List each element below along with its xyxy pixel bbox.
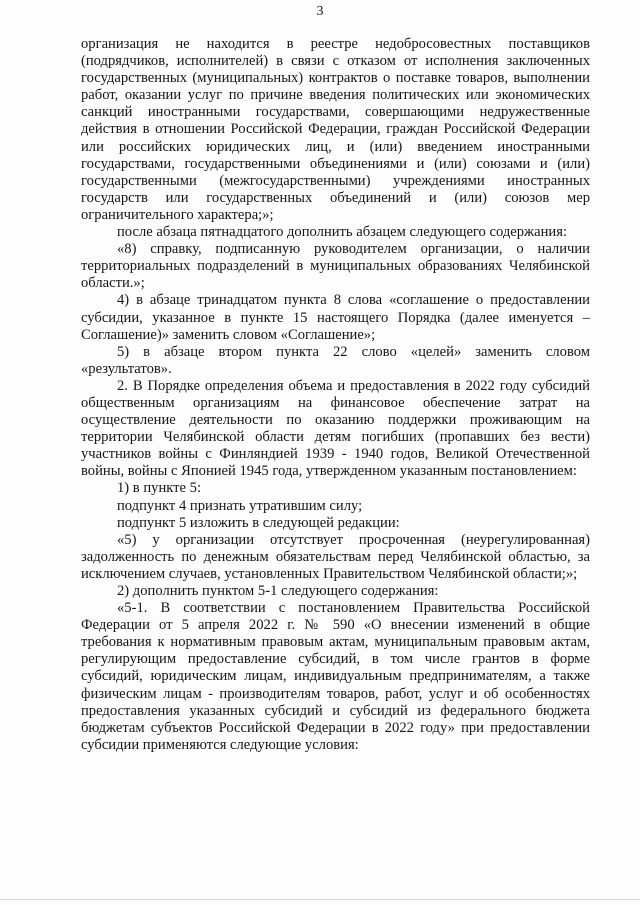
paragraph-insert-instruction: после абзаца пятнадцатого дополнить абзацем следующего содержания: (117, 224, 567, 241)
paragraph-amendment-5: 5) в абзаце втором пункта 22 слово «целей» заменить словом «результатов». (81, 343, 590, 377)
paragraph-new-subpoint-5: «5) у организации отсутствует просроченная (неурегулированная) задолженность по денежным обязательствам перед Челябинской областью, за исключением случаев, установленных Правительством Челябинской области;»; (81, 531, 590, 582)
paragraph-point-5-1: «5-1. В соответствии с постановлением Правительства Российской Федерации от 5 апреля 2022 г. № 590 «О внесении изменений в общие требования к нормативным правовым актам, муниципальным правовым актам, регулирующим предоставление субсидий, в том числе грантов в форме субсидий, юридическим лицам, индивидуальным предпринимателям, а также физическим лицам - производителям товаров, работ, услуг и об особенностях предоставления указанных субсидий и субсидий из федерального бюджета бюджетам субъектов Российской Федерации в 2022 году» при предоставлении субсидии применяются следующие условия: (81, 600, 590, 753)
page-bottom-edge (0, 899, 640, 900)
paragraph-add-point-5-1: 2) дополнить пунктом 5-1 следующего содержания: (117, 583, 439, 599)
page-number: 3 (316, 4, 324, 19)
paragraph-subpoint-5: подпункт 5 изложить в следующей редакции: (117, 514, 400, 531)
paragraph-item-8: «8) справку, подписанную руководителем организации, о наличии территориальных подразделений в муниципальных образованиях Челябинской области.»; (81, 241, 590, 292)
paragraph-amendment-4: 4) в абзаце тринадцатом пункта 8 слова «соглашение о предоставлении субсидии, указанное в пункте 15 настоящего Порядка (далее именуется – Соглашение)» заменить словом «Соглашение»; (81, 292, 590, 343)
paragraph-subpoint-4: подпункт 4 признать утратившим силу; (117, 497, 363, 514)
document-body (81, 36, 590, 754)
paragraph-point-5: 1) в пункте 5: (117, 480, 202, 497)
paragraph-section-2: 2. В Порядке определения объема и предоставления в 2022 году субсидий общественным организациям на финансовое обеспечение затрат на осуществление деятельности по оказанию поддержки проживающим на территории Челябинской области детям погибших (пропавших без вести) участников войны с Финляндией 1939 - 1940 годов, Великой Отечественной войны, войны с Японией 1945 года, утвержденном указанным постановлением: (81, 377, 590, 480)
paragraph-continuation: организация не находится в реестре недобросовестных поставщиков (подрядчиков, исполнителей) в связи с отказом от исполнения заключенных государственных (муниципальных) контрактов о поставке товаров, выполнении работ, оказании услуг по причине введения политических или экономических санкций иностранными государствами, совершающими недружественные действия в отношении Российской Федерации, граждан Российской Федерации или российских юридических лиц, и (или) введением иностранными государствами, государственными объединениями и (или) союзами и (или) государственными (межгосударственными) учреждениями иностранных государств или государственных объединений и (или) союзов мер ограничительного характера;»; (81, 36, 590, 223)
